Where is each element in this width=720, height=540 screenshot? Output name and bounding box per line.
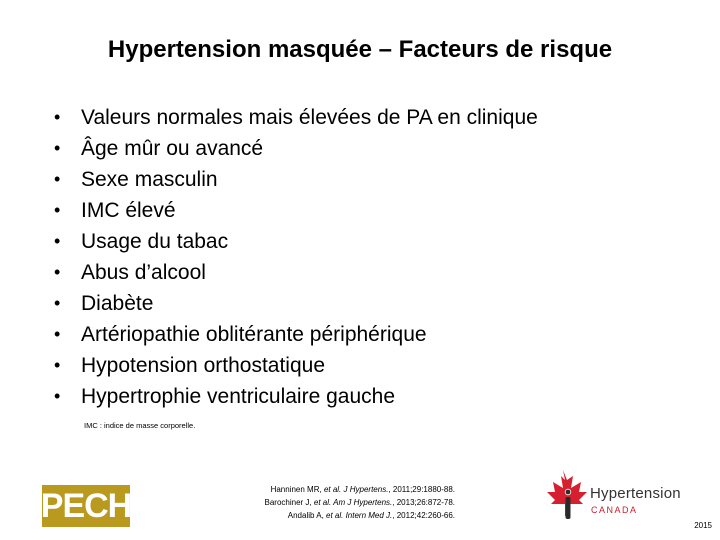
list-item-text: Valeurs normales mais élevées de PA en clinique <box>81 106 538 129</box>
list-item-text: IMC élevé <box>81 199 176 222</box>
reference-etal: et al. <box>313 498 332 507</box>
reference-journal: Intern Med J. <box>343 511 393 520</box>
reference-citation: , 2012;42:260-66. <box>392 511 455 520</box>
list-item <box>48 226 538 257</box>
bullet-icon: • <box>54 293 61 313</box>
risk-factor-list <box>48 102 538 412</box>
pech-logo-text: PECH <box>40 487 132 525</box>
list-item <box>48 288 538 319</box>
list-item-text: Hypertrophie ventriculaire gauche <box>81 385 396 408</box>
reference-authors: Barochiner J, <box>264 498 314 507</box>
reference-line <box>190 483 455 496</box>
list-item-text: Diabète <box>81 292 154 315</box>
list-item-text: Sexe masculin <box>81 168 218 191</box>
slide-title: Hypertension masquée – Facteurs de risque <box>107 36 613 63</box>
reference-authors: Andalib A, <box>287 511 327 520</box>
footnote: IMC : indice de masse corporelle. <box>84 421 196 430</box>
list-item <box>48 319 538 350</box>
reference-authors: Hanninen MR, <box>270 485 324 494</box>
hypertension-canada-logo-word: Hypertension <box>590 485 681 502</box>
reference-journal: Am J Hypertens. <box>331 498 393 507</box>
list-item <box>48 350 538 381</box>
references <box>190 483 455 522</box>
bullet-icon: • <box>54 169 61 189</box>
year-label: 2015 <box>694 521 712 530</box>
bullet-icon: • <box>54 386 61 406</box>
pech-logo <box>42 485 130 527</box>
bullet-icon: • <box>54 262 61 282</box>
list-item-text: Âge mûr ou avancé <box>81 137 264 160</box>
list-item-text: Abus d’alcool <box>81 261 206 284</box>
bullet-icon: • <box>54 355 61 375</box>
bullet-icon: • <box>54 138 61 158</box>
bullet-icon: • <box>54 200 61 220</box>
reference-journal: J Hypertens. <box>341 485 389 494</box>
list-item <box>48 381 538 412</box>
reference-citation: , 2013;26:872-78. <box>392 498 455 507</box>
list-item <box>48 133 538 164</box>
list-item-text: Usage du tabac <box>81 230 229 253</box>
reference-line <box>190 496 455 509</box>
list-item <box>48 164 538 195</box>
hypertension-canada-logo-sub: CANADA <box>591 505 638 515</box>
list-item <box>48 195 538 226</box>
reference-citation: , 2011;29:1880-88. <box>388 485 455 494</box>
bullet-icon: • <box>54 231 61 251</box>
reference-etal: et al. <box>323 485 342 494</box>
bullet-icon: • <box>54 324 61 344</box>
reference-etal: et al. <box>326 511 344 520</box>
list-item <box>48 257 538 288</box>
bullet-icon: • <box>54 107 61 127</box>
list-item-text: Hypotension orthostatique <box>81 354 325 377</box>
list-item <box>48 102 538 133</box>
reference-line <box>190 509 455 522</box>
list-item-text: Artériopathie oblitérante périphérique <box>81 323 427 346</box>
